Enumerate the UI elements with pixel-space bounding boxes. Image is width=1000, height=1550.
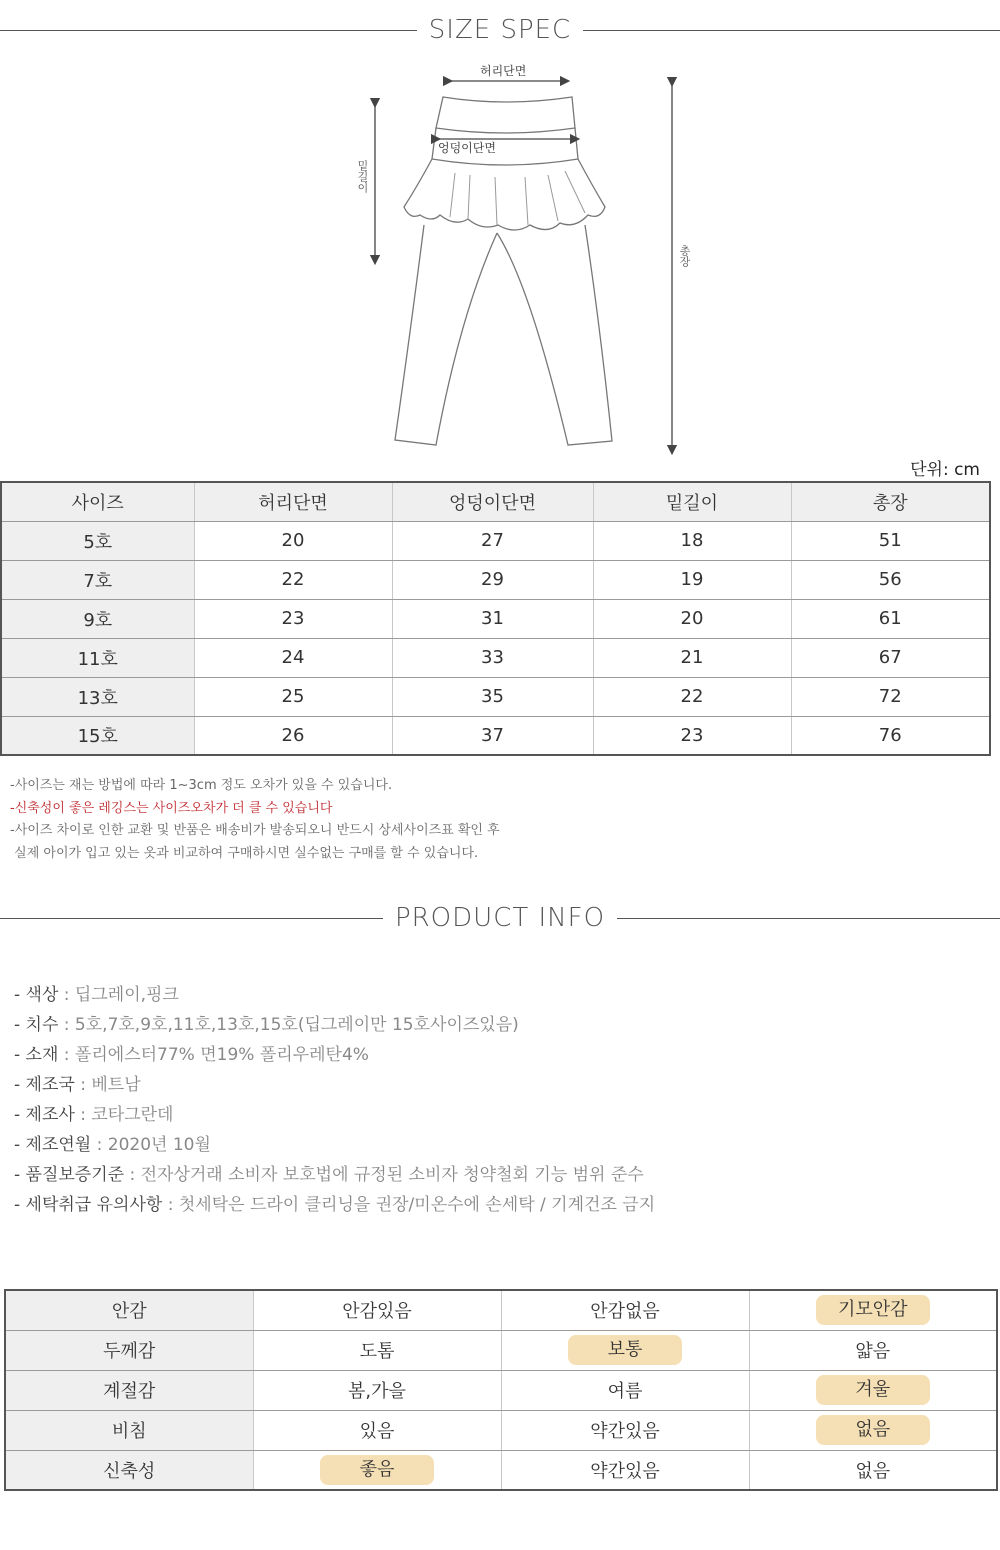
property-option: 도톰 bbox=[359, 1341, 395, 1362]
length-cell: 67 bbox=[791, 638, 990, 677]
info-key: - 색상 bbox=[14, 985, 59, 1005]
list-item bbox=[14, 1040, 655, 1070]
property-label: 계절감 bbox=[5, 1370, 253, 1410]
waist-cell: 26 bbox=[194, 716, 392, 755]
property-option-selected: 좋음 bbox=[320, 1455, 434, 1485]
size-cell: 15호 bbox=[1, 716, 194, 755]
property-option: 약간있음 bbox=[590, 1421, 660, 1442]
list-item bbox=[14, 1160, 655, 1190]
info-value: : 코타그란데 bbox=[74, 1105, 174, 1125]
property-label: 신축성 bbox=[5, 1450, 253, 1490]
rise-cell: 22 bbox=[593, 677, 791, 716]
hip-cell: 29 bbox=[392, 560, 593, 599]
property-label: 두께감 bbox=[5, 1330, 253, 1370]
unit-label: 단위: cm bbox=[910, 460, 980, 480]
property-label: 비침 bbox=[5, 1410, 253, 1450]
info-value: : 2020년 10월 bbox=[91, 1135, 211, 1155]
property-option-cell bbox=[253, 1410, 501, 1450]
size-spec-title: SIZE SPEC bbox=[417, 15, 583, 45]
hip-label: 엉덩이단면 bbox=[438, 141, 496, 155]
info-key: - 제조연월 bbox=[14, 1135, 92, 1155]
length-cell: 51 bbox=[791, 521, 990, 560]
size-diagram bbox=[0, 55, 1000, 455]
size-cell: 11호 bbox=[1, 638, 194, 677]
leggings-skirt-illustration bbox=[0, 55, 1000, 455]
property-option: 얇음 bbox=[855, 1341, 891, 1362]
property-option-selected: 없음 bbox=[816, 1415, 930, 1445]
waist-cell: 23 bbox=[194, 599, 392, 638]
property-option-cell bbox=[749, 1410, 997, 1450]
length-cell: 76 bbox=[791, 716, 990, 755]
size-header-cell: 사이즈 bbox=[1, 482, 194, 521]
property-option-cell bbox=[501, 1330, 749, 1370]
property-option-cell bbox=[253, 1370, 501, 1410]
table-row bbox=[5, 1410, 997, 1450]
property-option-cell bbox=[501, 1410, 749, 1450]
property-option-cell bbox=[749, 1370, 997, 1410]
property-option-cell bbox=[749, 1290, 997, 1330]
size-spec-heading bbox=[0, 15, 1000, 45]
hip-cell: 27 bbox=[392, 521, 593, 560]
rise-cell: 23 bbox=[593, 716, 791, 755]
property-option: 있음 bbox=[359, 1421, 395, 1442]
property-option-cell bbox=[501, 1290, 749, 1330]
info-value: : 5호,7호,9호,11호,13호,15호(딥그레이만 15호사이즈있음) bbox=[58, 1015, 519, 1035]
info-key: - 치수 bbox=[14, 1015, 59, 1035]
size-cell: 9호 bbox=[1, 599, 194, 638]
property-label: 안감 bbox=[5, 1290, 253, 1330]
property-option-selected: 기모안감 bbox=[816, 1295, 930, 1325]
note-line: -사이즈 차이로 인한 교환 및 반품은 배송비가 발송되오니 반드시 상세사이즈표 확인 후 bbox=[10, 823, 500, 838]
note-line-warning: -신축성이 좋은 레깅스는 사이즈오차가 더 클 수 있습니다 bbox=[10, 800, 333, 816]
list-item bbox=[14, 1100, 655, 1130]
info-key: - 품질보증기준 bbox=[14, 1165, 125, 1185]
size-header-cell: 엉덩이단면 bbox=[392, 482, 593, 521]
property-table bbox=[4, 1289, 998, 1491]
list-item bbox=[14, 1190, 655, 1220]
length-cell: 56 bbox=[791, 560, 990, 599]
size-table bbox=[0, 481, 991, 756]
waist-cell: 24 bbox=[194, 638, 392, 677]
table-row bbox=[5, 1370, 997, 1410]
property-option-cell bbox=[501, 1450, 749, 1490]
info-value: : 베트남 bbox=[74, 1075, 141, 1095]
size-header-cell: 허리단면 bbox=[194, 482, 392, 521]
size-notes bbox=[10, 775, 500, 865]
length-cell: 61 bbox=[791, 599, 990, 638]
product-info-list bbox=[14, 980, 655, 1220]
waist-cell: 22 bbox=[194, 560, 392, 599]
size-cell: 5호 bbox=[1, 521, 194, 560]
length-label: 총장 bbox=[678, 245, 691, 267]
size-cell: 13호 bbox=[1, 677, 194, 716]
property-option: 없음 bbox=[855, 1460, 891, 1482]
list-item bbox=[14, 1130, 655, 1160]
hip-cell: 33 bbox=[392, 638, 593, 677]
property-option: 안감있음 bbox=[342, 1301, 412, 1323]
size-cell: 7호 bbox=[1, 560, 194, 599]
property-option-cell bbox=[253, 1290, 501, 1330]
product-info-title: PRODUCT INFO bbox=[383, 903, 617, 933]
size-table-header-row bbox=[1, 482, 990, 521]
hip-cell: 31 bbox=[392, 599, 593, 638]
property-option-selected: 겨울 bbox=[816, 1375, 930, 1405]
property-option-cell bbox=[253, 1330, 501, 1370]
info-value: : 첫세탁은 드라이 클리닝을 권장/미온수에 손세탁 / 기계건조 금지 bbox=[162, 1195, 656, 1215]
info-value: : 폴리에스터77% 면19% 폴리우레탄4% bbox=[58, 1045, 369, 1065]
length-cell: 72 bbox=[791, 677, 990, 716]
property-option-cell bbox=[749, 1330, 997, 1370]
rise-cell: 21 bbox=[593, 638, 791, 677]
note-line: 실제 아이가 입고 있는 옷과 비교하여 구매하시면 실수없는 구매를 할 수 있습니다. bbox=[10, 845, 479, 861]
property-option-selected: 보통 bbox=[568, 1335, 682, 1365]
hip-cell: 37 bbox=[392, 716, 593, 755]
info-key: - 세탁취급 유의사항 bbox=[14, 1195, 163, 1215]
rise-cell: 18 bbox=[593, 521, 791, 560]
property-option-cell bbox=[749, 1450, 997, 1490]
property-option: 여름 bbox=[607, 1381, 643, 1402]
property-option: 봄,가을 bbox=[348, 1381, 406, 1402]
size-header-cell: 총장 bbox=[791, 482, 990, 521]
table-row bbox=[1, 677, 990, 716]
table-row bbox=[5, 1330, 997, 1370]
waist-cell: 20 bbox=[194, 521, 392, 560]
info-value: : 전자상거래 소비자 보호법에 규정된 소비자 청약철회 기능 범위 준수 bbox=[124, 1165, 644, 1185]
list-item bbox=[14, 1010, 655, 1040]
note-line: -사이즈는 재는 방법에 따라 1~3cm 정도 오차가 있을 수 있습니다. bbox=[10, 778, 393, 793]
property-option: 약간있음 bbox=[590, 1460, 660, 1482]
product-info-heading bbox=[0, 903, 1000, 933]
table-row bbox=[1, 599, 990, 638]
list-item bbox=[14, 980, 655, 1010]
waist-cell: 25 bbox=[194, 677, 392, 716]
waist-label: 허리단면 bbox=[480, 64, 527, 78]
table-row bbox=[1, 521, 990, 560]
info-key: - 제조사 bbox=[14, 1105, 75, 1125]
table-row bbox=[5, 1450, 997, 1490]
info-key: - 소재 bbox=[14, 1045, 59, 1065]
property-option-cell bbox=[253, 1450, 501, 1490]
property-option-cell bbox=[501, 1370, 749, 1410]
list-item bbox=[14, 1070, 655, 1100]
info-value: : 딥그레이,핑크 bbox=[58, 985, 179, 1005]
property-option: 안감없음 bbox=[590, 1301, 660, 1323]
size-header-cell: 밑길이 bbox=[593, 482, 791, 521]
rise-cell: 20 bbox=[593, 599, 791, 638]
table-row bbox=[1, 638, 990, 677]
info-key: - 제조국 bbox=[14, 1075, 75, 1095]
rise-label: 밑길이 bbox=[356, 160, 369, 193]
table-row bbox=[5, 1290, 997, 1330]
table-row bbox=[1, 560, 990, 599]
rise-cell: 19 bbox=[593, 560, 791, 599]
table-row bbox=[1, 716, 990, 755]
hip-cell: 35 bbox=[392, 677, 593, 716]
